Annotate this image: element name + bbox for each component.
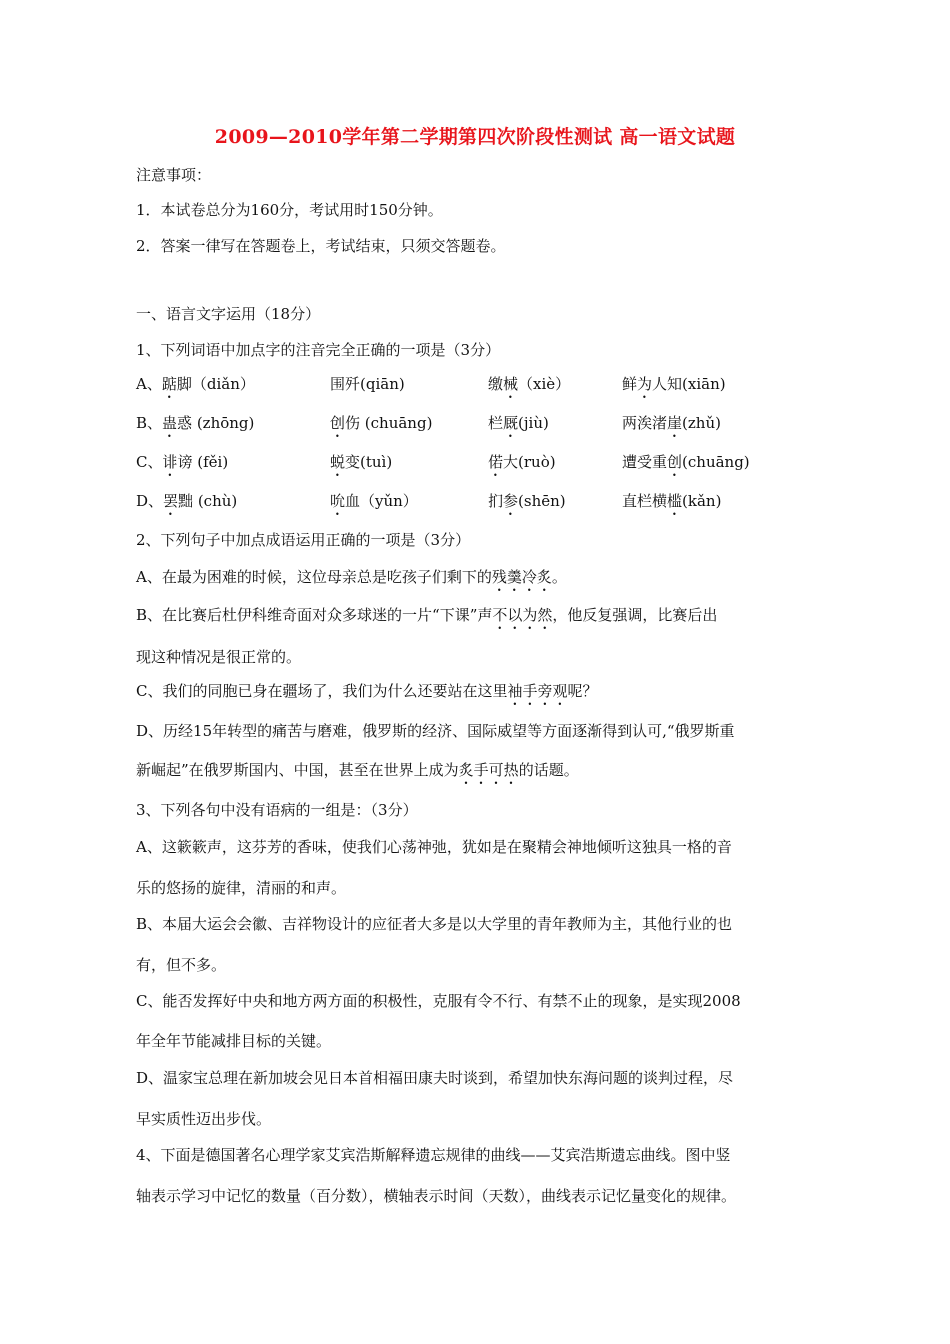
section-heading: 一、语言文字运用（18分） xyxy=(136,305,321,323)
question-1-option-item: 围歼(qiān) xyxy=(330,375,405,393)
question-2-option-c: C、我们的同胞已身在疆场了，我们为什么还要站在这里袖手旁观呢？ xyxy=(136,682,598,700)
question-3-stem: 3、下列各句中没有语病的一组是：（3分） xyxy=(136,801,418,819)
question-1-option-item: 鲜为人知(xiān) xyxy=(622,375,726,393)
question-1-option-item: D、罢黜 (chù) xyxy=(136,492,238,510)
question-3-line: C、能否发挥好中央和地方两方面的积极性，克服有令不行、有禁不止的现象，是实现2008 xyxy=(136,992,741,1010)
notice-heading: 注意事项： xyxy=(136,166,212,184)
question-1-option-item: 创伤 (chuāng) xyxy=(330,414,433,432)
question-1-option-item: 蜕变(tuì) xyxy=(330,453,393,471)
question-4-line: 4、下面是德国著名心理学家艾宾浩斯解释遗忘规律的曲线——艾宾浩斯遗忘曲线。图中竖 xyxy=(136,1146,731,1164)
question-4-line: 轴表示学习中记忆的数量（百分数），横轴表示时间（天数），曲线表示记忆量变化的规律。 xyxy=(136,1187,737,1205)
question-1-option-item: 偌大(ruò) xyxy=(488,453,556,471)
question-3-line: 乐的悠扬的旋律，清丽的和声。 xyxy=(136,879,347,897)
question-1-option-item: C、诽谤 (fěi) xyxy=(136,453,229,471)
option-label: A、 xyxy=(136,375,162,393)
question-1-option-item: 两涘渚崖(zhǔ) xyxy=(622,414,721,432)
question-1-option-item: 直栏横槛(kǎn) xyxy=(622,492,722,510)
question-2-stem: 2、下列句子中加点成语运用正确的一项是（3分） xyxy=(136,531,471,549)
option-label: C、 xyxy=(136,453,163,471)
question-3-line: D、温家宝总理在新加坡会见日本首相福田康夫时谈到，希望加快东海问题的谈判过程，尽 xyxy=(136,1069,734,1087)
question-1-option-item: 缴械（xiè） xyxy=(488,375,571,393)
question-3-line: 有，但不多。 xyxy=(136,956,227,974)
question-3-line: 年全年节能减排目标的关键。 xyxy=(136,1032,332,1050)
page-title: 2009—2010学年第二学期第四次阶段性测试 高一语文试题 xyxy=(214,126,736,148)
question-3-line: 早实质性迈出步伐。 xyxy=(136,1110,272,1128)
question-1-option-item: 遭受重创(chuāng) xyxy=(622,453,750,471)
option-label: D、 xyxy=(136,492,164,510)
question-2-option-b-cont: 现这种情况是很正常的。 xyxy=(136,648,302,666)
question-1-option-item: A、踮脚（diǎn） xyxy=(136,375,255,393)
notice-item: 2．答案一律写在答题卷上，考试结束，只须交答题卷。 xyxy=(136,237,506,255)
question-1-option-item: 吮血（yǔn） xyxy=(330,492,418,510)
question-3-line: A、这簌簌声，这芬芳的香味，使我们心荡神弛，犹如是在聚精会神地倾听这独具一格的音 xyxy=(136,838,732,856)
question-2-option-d-cont: 新崛起”在俄罗斯国内、中国，甚至在世界上成为炙手可热的话题。 xyxy=(136,761,579,779)
question-2-option-d: D、历经15年转型的痛苦与磨难，俄罗斯的经济、国际威望等方面逐渐得到认可,“俄罗斯重 xyxy=(136,722,735,740)
question-1-stem: 1、下列词语中加点字的注音完全正确的一项是（3分） xyxy=(136,341,501,359)
question-1-option-item: 栏厩(jiù) xyxy=(488,414,549,432)
notice-item: 1．本试卷总分为160分，考试用时150分钟。 xyxy=(136,201,443,219)
question-3-line: B、本届大运会会徽、吉祥物设计的应征者大多是以大学里的青年教师为主，其他行业的也 xyxy=(136,915,733,933)
question-1-option-item: 扪参(shēn) xyxy=(488,492,566,510)
question-2-option-b: B、在比赛后杜伊科维奇面对众多球迷的一片“下课”声不以为然，他反复强调，比赛后出 xyxy=(136,606,718,624)
option-label: B、 xyxy=(136,414,163,432)
question-2-option-a: A、在最为困难的时候，这位母亲总是吃孩子们剩下的残羹冷炙。 xyxy=(136,568,567,586)
question-1-option-item: B、蛊惑 (zhōng) xyxy=(136,414,255,432)
